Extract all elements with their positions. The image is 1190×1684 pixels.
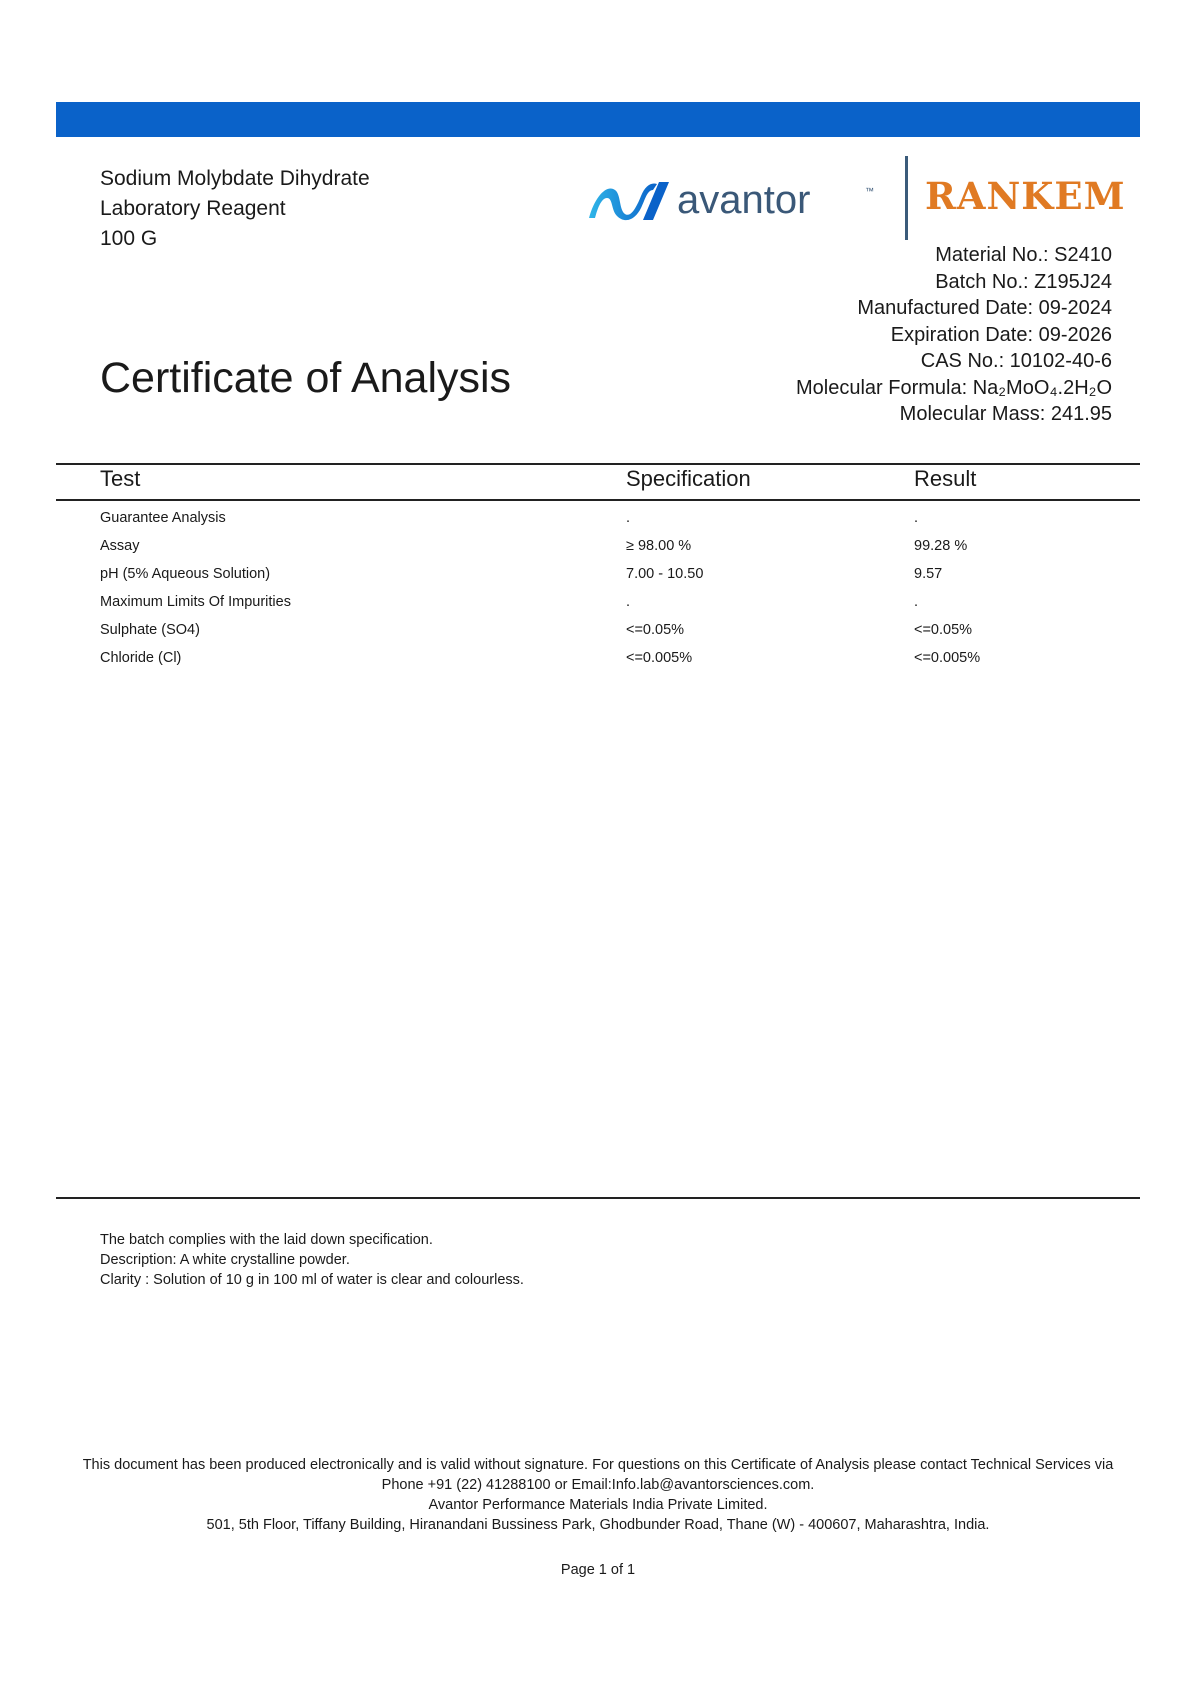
test-name: Guarantee Analysis <box>100 510 226 526</box>
material-number: Material No.: S2410 <box>935 244 1112 266</box>
specification: <=0.05% <box>626 622 685 638</box>
specification: <=0.005% <box>626 650 693 666</box>
table-row <box>0 566 1190 594</box>
avantor-logo <box>585 176 895 226</box>
rankem-wordmark: RANKEM <box>925 174 1126 218</box>
material-details <box>796 242 1112 428</box>
result: 99.28 % <box>914 538 968 554</box>
notes-top-rule <box>56 1197 1140 1199</box>
table-row <box>0 594 1190 622</box>
top-brand-bar <box>56 102 1140 137</box>
footer-contact: Phone +91 (22) 41288100 or Email:Info.lab@avantorsciences.com. <box>381 1477 815 1493</box>
test-name: pH (5% Aqueous Solution) <box>100 566 271 582</box>
avantor-wordmark: avantor <box>677 178 811 222</box>
batch-number: Batch No.: Z195J24 <box>935 270 1112 293</box>
result: <=0.05% <box>914 622 973 638</box>
table-header-rule <box>56 499 1140 501</box>
logo-divider <box>905 156 908 240</box>
molecular-mass: Molecular Mass: 241.95 <box>899 403 1112 425</box>
header-test: Test <box>100 466 141 491</box>
result: . <box>914 594 919 610</box>
specification: ≥ 98.00 % <box>626 538 692 554</box>
result: <=0.005% <box>914 650 981 666</box>
brand-logo <box>585 156 1126 240</box>
table-row <box>0 650 1190 678</box>
page-number: Page 1 of 1 <box>560 1562 636 1578</box>
footer <box>56 1455 1140 1535</box>
description-note: Description: A white crystalline powder. <box>100 1252 350 1268</box>
product-grade: Laboratory Reagent <box>100 197 286 220</box>
molecular-formula: Molecular Formula: Na₂MoO₄.2H₂O <box>796 376 1112 399</box>
product-name: Sodium Molybdate Dihydrate <box>100 167 370 190</box>
compliance-statement: The batch complies with the laid down specification. <box>100 1232 433 1248</box>
table-row <box>0 622 1190 650</box>
footer-disclaimer: This document has been produced electronically and is valid without signature. For questions on this Certificate of Analysis please contact Technical Services via <box>82 1457 1114 1473</box>
expiration-date: Expiration Date: 09-2026 <box>890 323 1112 346</box>
test-name: Sulphate (SO4) <box>100 622 200 638</box>
clarity-note: Clarity : Solution of 10 g in 100 ml of water is clear and colourless. <box>100 1272 524 1288</box>
header-result: Result <box>914 466 977 491</box>
product-block <box>100 164 370 254</box>
table-top-rule <box>56 463 1140 465</box>
compliance-notes <box>100 1230 524 1290</box>
result: 9.57 <box>914 566 943 582</box>
manufactured-date: Manufactured Date: 09-2024 <box>857 297 1112 319</box>
footer-address: 501, 5th Floor, Tiffany Building, Hiranandani Bussiness Park, Ghodbunder Road, Thane (W) - 400607, Maharashtra, India. <box>206 1517 990 1533</box>
trademark-mark: ™ <box>865 186 874 196</box>
specification: 7.00 - 10.50 <box>626 566 704 582</box>
test-name: Assay <box>100 538 140 554</box>
cas-number: CAS No.: 10102-40-6 <box>920 350 1112 372</box>
pack-size: 100 G <box>100 227 158 250</box>
table-row <box>0 538 1190 566</box>
result: . <box>914 510 919 526</box>
footer-company: Avantor Performance Materials India Private Limited. <box>428 1497 768 1513</box>
specification: . <box>626 510 631 526</box>
table-row <box>0 510 1190 538</box>
page-title: Certificate of Analysis <box>100 354 512 402</box>
specification: . <box>626 594 631 610</box>
test-name: Chloride (Cl) <box>100 650 182 666</box>
header-specification: Specification <box>626 466 751 491</box>
test-name: Maximum Limits Of Impurities <box>100 594 291 610</box>
